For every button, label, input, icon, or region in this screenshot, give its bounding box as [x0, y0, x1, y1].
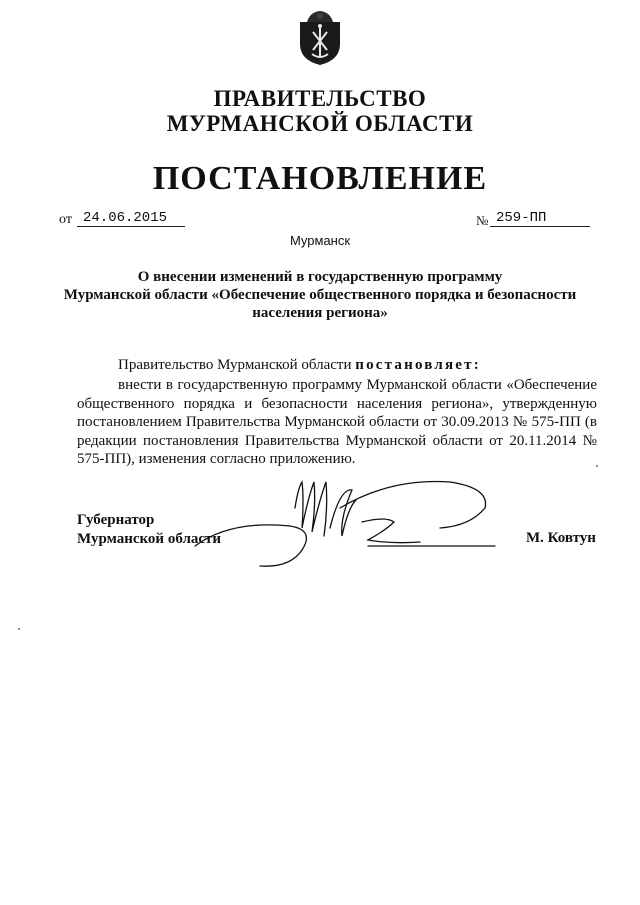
document-title — [60, 268, 580, 322]
title-line-1: О внесении изменений в государственную программу — [137, 269, 503, 285]
resolution-intro — [118, 357, 481, 374]
organization-line-2: МУРМАНСКОЙ ОБЛАСТИ — [166, 111, 474, 136]
resolution-paragraph: внести в государственную программу Мурманской области «Обеспечение общественного порядка и безопасности населения региона», утвержденную постановлением Правительства Мурманской области от 30.09.2013 № 575-ПП (в редакции постановления Правительства Мурманской области от 20.11.2014 № 575-ПП), изменения согласно приложению. — [77, 377, 597, 467]
position-line-2: Мурманской области — [77, 531, 222, 547]
position-line-1: Губернатор — [77, 512, 155, 528]
organization-line-1: ПРАВИТЕЛЬСТВО — [213, 86, 427, 111]
intro-text: Правительство Мурманской области — [118, 357, 352, 373]
title-line-3: населения региона» — [252, 305, 388, 321]
city: Мурманск — [289, 233, 351, 248]
intro-verb: постановляет: — [355, 357, 481, 373]
coat-of-arms-emblem — [298, 10, 342, 66]
document-type: ПОСТАНОВЛЕНИЕ — [152, 160, 488, 197]
scan-speck — [596, 465, 598, 467]
signatory-name: М. Ковтун — [526, 530, 596, 546]
date-prefix: от — [59, 212, 72, 227]
number-prefix: № — [476, 213, 489, 228]
handwritten-signature — [190, 468, 520, 583]
title-line-2: Мурманской области «Обеспечение общественного порядка и безопасности — [63, 287, 577, 303]
document-number: 259-ПП — [490, 210, 590, 227]
scan-speck — [18, 628, 20, 630]
document-date: 24.06.2015 — [77, 210, 185, 227]
